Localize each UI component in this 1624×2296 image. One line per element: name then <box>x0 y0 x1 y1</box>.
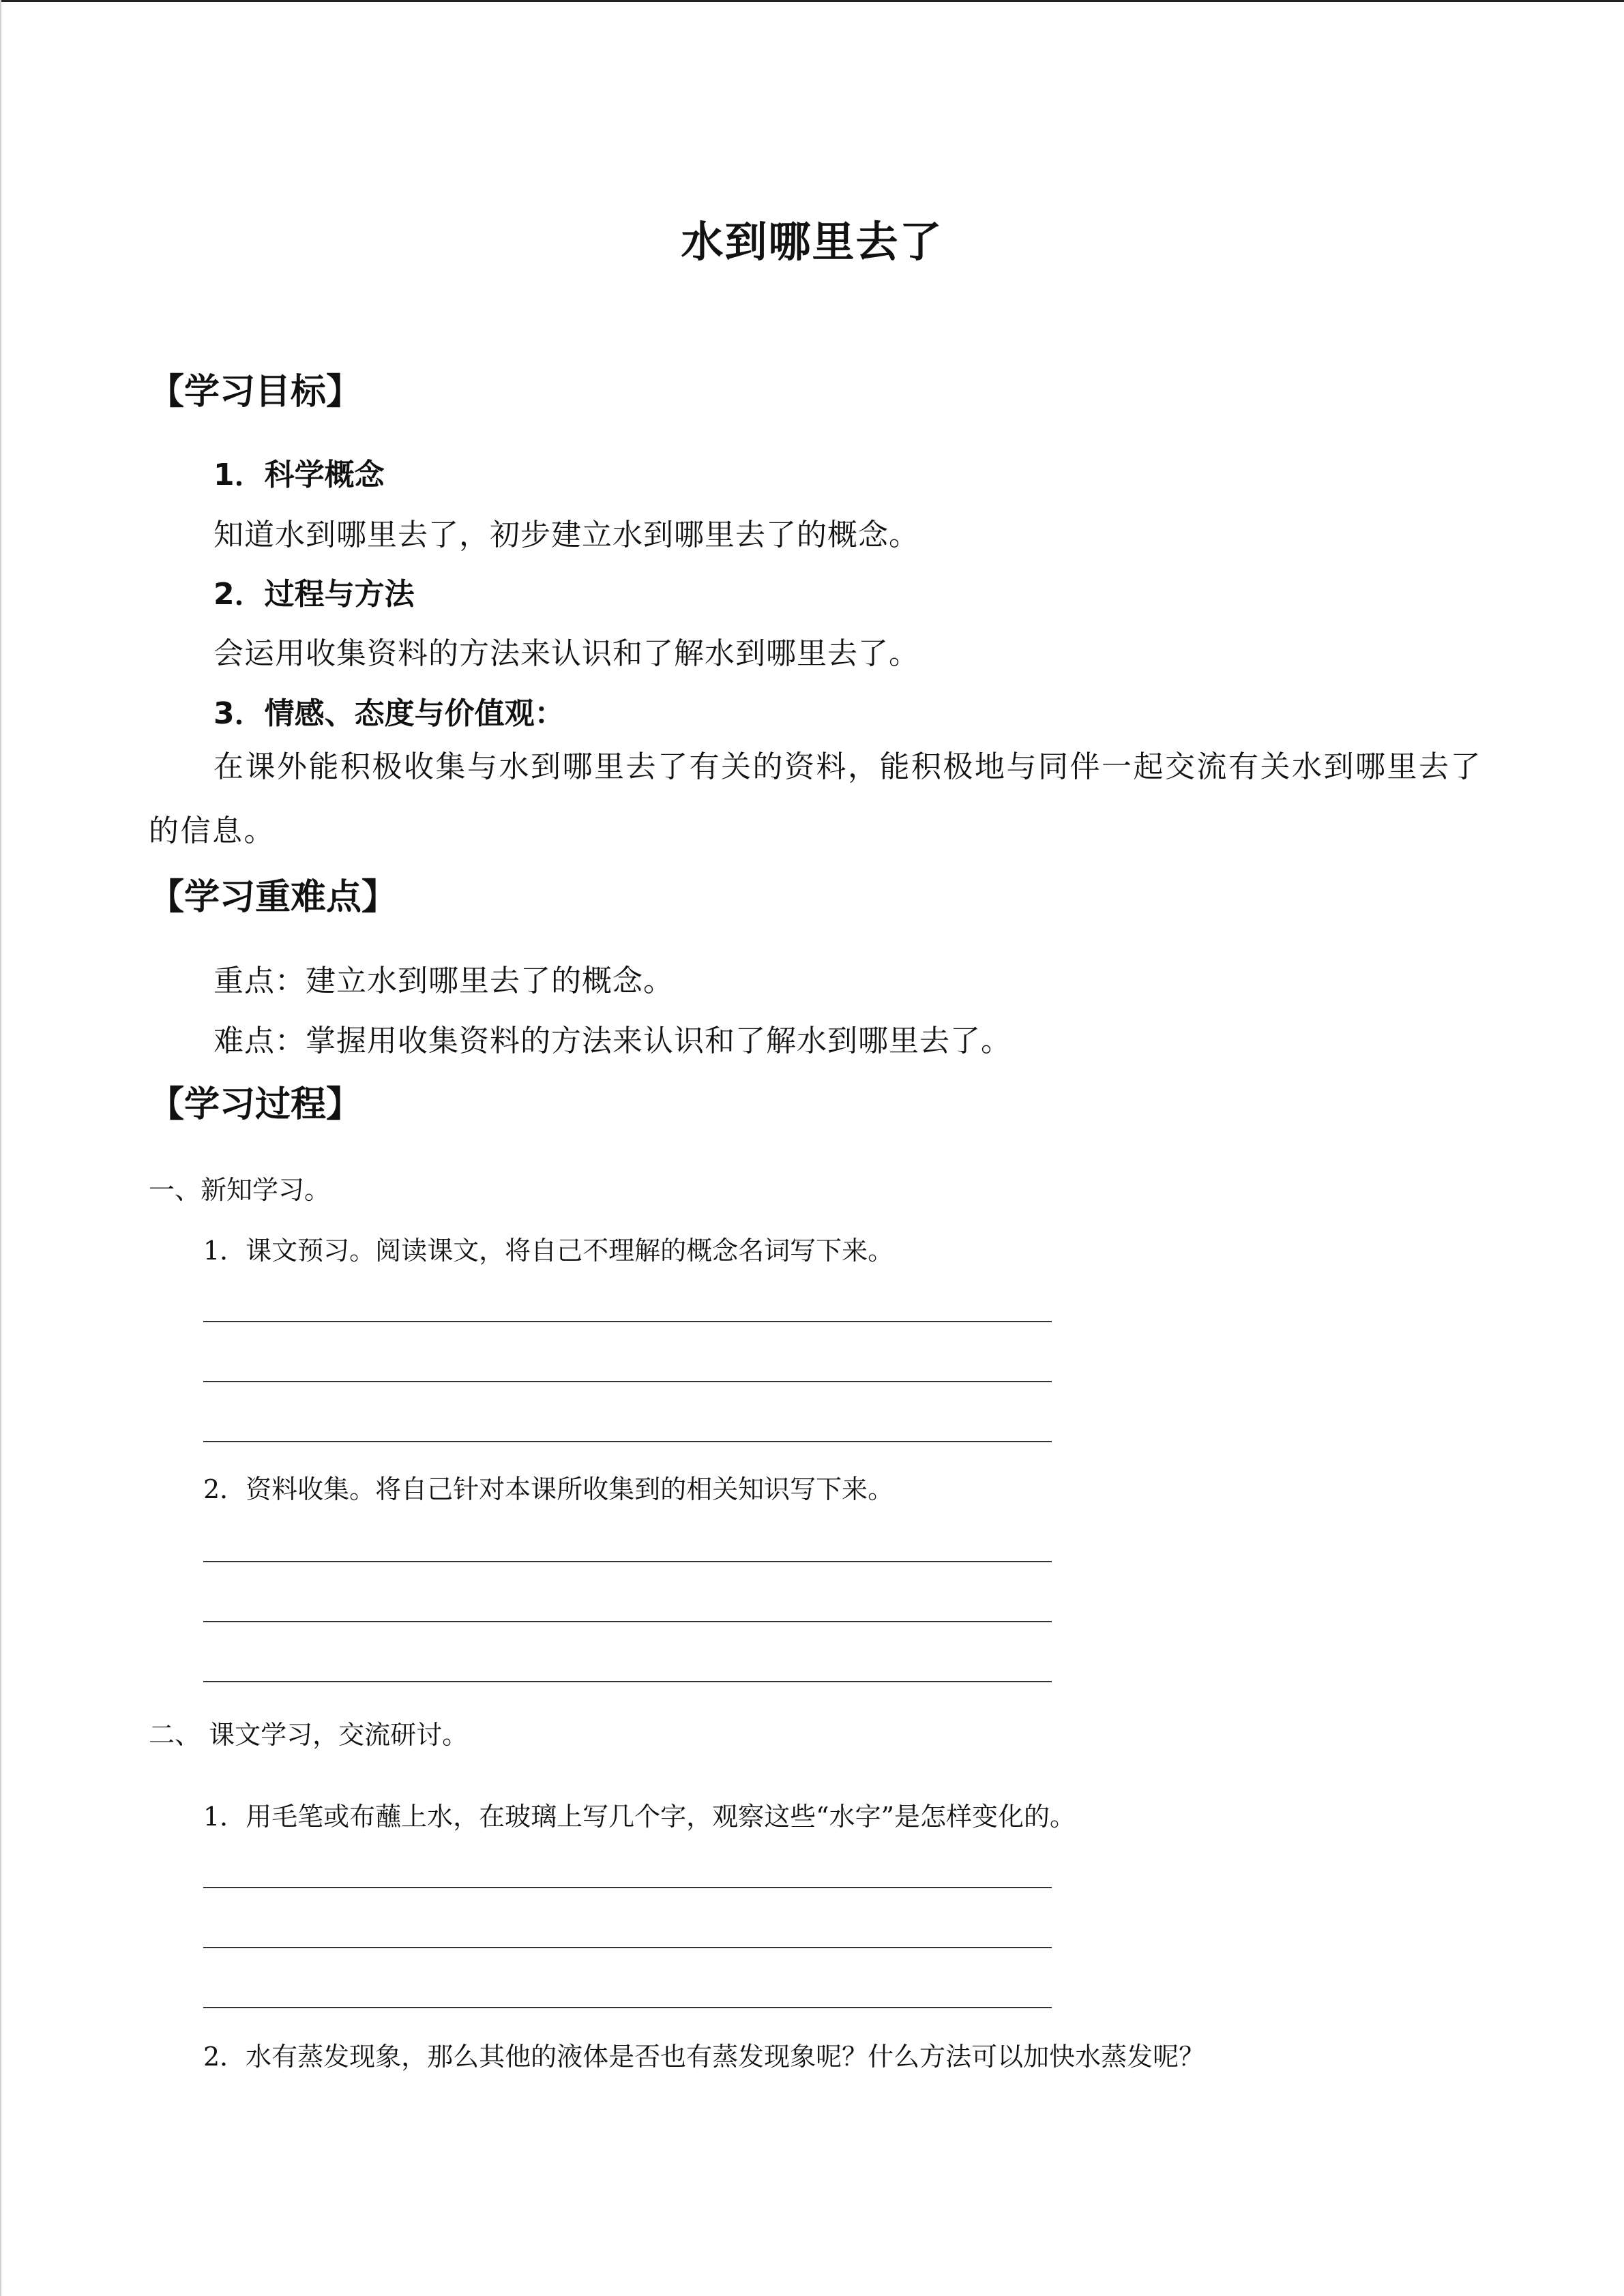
key-point-focus: 重点：建立水到哪里去了的概念。 <box>213 964 674 998</box>
part1-question-2: 2．资料收集。将自己针对本课所收集到的相关知识写下来。 <box>203 1474 894 1504</box>
objective-3-heading: 3．情感、态度与价值观： <box>213 696 565 731</box>
part1-heading: 一、新知学习。 <box>149 1175 331 1205</box>
answer-line[interactable] <box>203 1381 1052 1382</box>
part2-heading: 二、 课文学习，交流研讨。 <box>149 1720 469 1750</box>
answer-line[interactable] <box>203 1947 1052 1948</box>
page-top-border <box>0 0 1624 2</box>
answer-line[interactable] <box>203 1887 1052 1888</box>
page-left-border <box>0 0 1 2296</box>
objectives-heading: 【学习目标】 <box>149 372 362 413</box>
answer-line[interactable] <box>203 1441 1052 1442</box>
objective-1-heading: 1．科学概念 <box>213 458 385 492</box>
objective-1-text: 知道水到哪里去了，初步建立水到哪里去了的概念。 <box>213 518 919 552</box>
answer-line[interactable] <box>203 2007 1052 2008</box>
part1-question-1: 1．课文预习。阅读课文，将自己不理解的概念名词写下来。 <box>203 1236 894 1266</box>
part2-question-1: 1．用毛笔或布蘸上水，在玻璃上写几个字，观察这些“水字”是怎样变化的。 <box>203 1802 1076 1832</box>
objective-2-text: 会运用收集资料的方法来认识和了解水到哪里去了。 <box>213 636 919 671</box>
objective-2-heading: 2．过程与方法 <box>213 577 415 612</box>
answer-line[interactable] <box>203 1321 1052 1322</box>
process-heading: 【学习过程】 <box>149 1084 362 1125</box>
key-points-heading: 【学习重难点】 <box>149 877 398 918</box>
answer-line[interactable] <box>203 1561 1052 1562</box>
part2-question-2: 2．水有蒸发现象，那么其他的液体是否也有蒸发现象呢？什么方法可以加快水蒸发呢？ <box>203 2042 1205 2072</box>
answer-line[interactable] <box>203 1681 1052 1682</box>
objective-3-text: 在课外能积极收集与水到哪里去了有关的资料，能积极地与同伴一起交流有关水到哪里去了的信息。 <box>149 749 1482 848</box>
answer-line[interactable] <box>203 1621 1052 1622</box>
page-title: 水到哪里去了 <box>681 217 943 267</box>
key-point-difficulty: 难点：掌握用收集资料的方法来认识和了解水到哪里去了。 <box>213 1024 1012 1058</box>
